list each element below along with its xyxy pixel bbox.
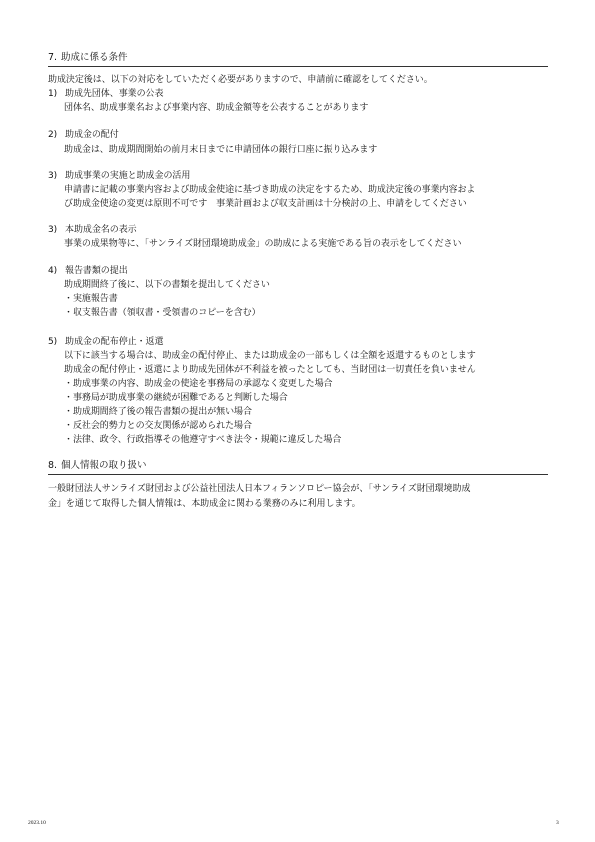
item-3-line-2: び助成金使途の変更は原則不可です 事業計画および収支計画は十分検討の上、申請をしてください xyxy=(64,199,467,209)
list-item: ・助成期間終了後の報告書類の提出が無い場合 xyxy=(64,407,252,417)
section-7-title: 助成に係る条件 xyxy=(61,52,128,63)
list-item: ・事務局が助成事業の継続が困難であると判断した場合 xyxy=(64,393,288,403)
item-3-title: 3) 助成事業の実施と助成金の活用 xyxy=(48,171,191,181)
item-6-line-2: 助成金の配付停止・返還により助成先団体が不利益を被ったとしても、当財団は一切責任を負いません xyxy=(64,365,476,375)
list-item: ・実施報告書 xyxy=(64,294,118,304)
item-6-title: 5) 助成金の配布停止・返還 xyxy=(48,337,164,347)
list-item: ・収支報告書（領収書・受領書のコピーを含む） xyxy=(64,308,261,318)
item-2-line-1: 助成金は、助成期間開始の前月末日までに申請団体の銀行口座に振り込みます xyxy=(64,145,378,155)
item-6-line-1: 以下に該当する場合は、助成金の配付停止、または助成金の一部もしくは全額を返還するものとします xyxy=(64,351,476,361)
item-2-title: 2) 助成金の配付 xyxy=(48,130,119,140)
list-item: ・法律、政令、行政指導その他遵守すべき法令・規範に違反した場合 xyxy=(64,435,342,445)
item-5-line-1: 助成期間終了後に、以下の書類を提出してください xyxy=(64,280,270,290)
section-7-intro: 助成決定後は、以下の対応をしていただく必要がありますので、申請前に確認をしてください。 xyxy=(48,75,433,85)
item-1-line-1: 団体名、助成事業名および事業内容、助成金額等を公表することがあります xyxy=(64,103,369,113)
footer-date: 2023.10 xyxy=(28,820,46,826)
section-8-line-2: 金」を通じて取得した個人情報は、本助成金に関わる業務のみに利用します。 xyxy=(48,499,361,509)
item-4-title: 3) 本助成金名の表示 xyxy=(48,225,137,235)
list-item: ・反社会的勢力との交友関係が認められた場合 xyxy=(64,421,252,431)
section-8-title: 個人情報の取り扱い xyxy=(61,460,147,471)
section-7-number: 7. xyxy=(48,52,58,63)
list-item: ・助成事業の内容、助成金の使途を事務局の承認なく変更した場合 xyxy=(64,379,333,389)
section-7-heading xyxy=(48,52,548,67)
item-3-line-1: 申請書に記載の事業内容および助成金使途に基づき助成の決定をするため、助成決定後の事業内容およ xyxy=(64,185,476,195)
section-8-line-1: 一般財団法人サンライズ財団および公益社団法人日本フィランソロピー協会が、「サンライズ財団環境助成 xyxy=(48,484,471,494)
item-5-title: 4) 報告書類の提出 xyxy=(48,266,128,276)
section-8-number: 8. xyxy=(48,460,58,471)
section-8-heading xyxy=(48,460,548,475)
page-number: 3 xyxy=(556,820,559,826)
item-4-line-1: 事業の成果物等に、「サンライズ財団環境助成金」の助成による実施である旨の表示をしてください xyxy=(64,239,462,249)
item-1-title: 1) 助成先団体、事業の公表 xyxy=(48,89,164,99)
